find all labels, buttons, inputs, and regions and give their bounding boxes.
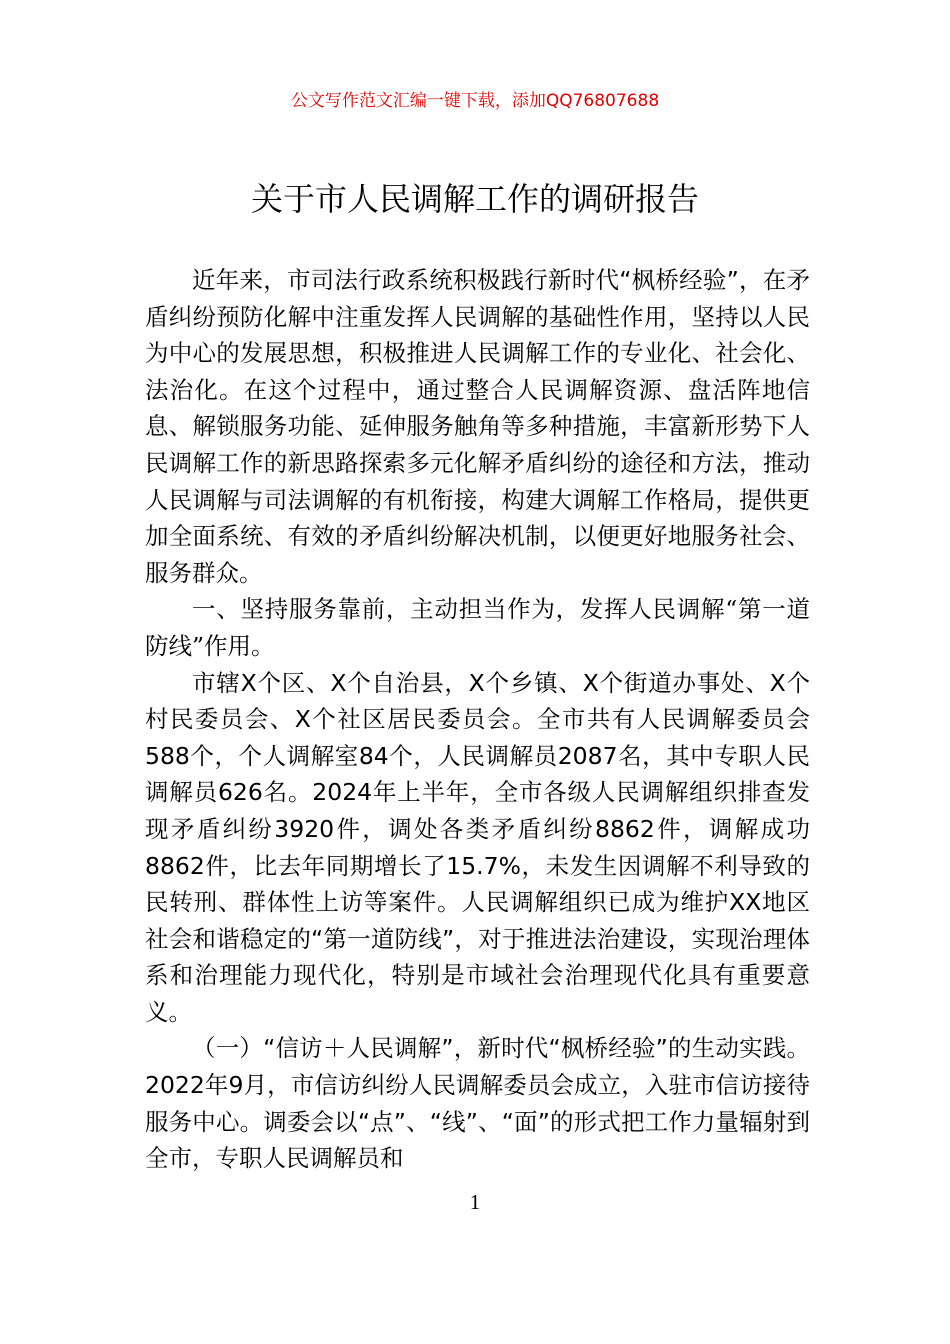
section-heading-1: 一、坚持服务靠前，主动担当作为，发挥人民调解“第一道防线”作用。 [145, 595, 810, 660]
document-body [145, 262, 810, 1177]
download-notice: 公文写作范文汇编一键下载，添加QQ76807688 [290, 91, 660, 111]
subsection-paragraph-1: （一）“信访＋人民调解”，新时代“枫桥经验”的生动实践。2022年9月，市信访纠纷人民调解委员会成立，入驻市信访接待服务中心。调委会以“点”、“线”、“面”的形式把工作力量辐射到全市，专职人民调解员和 [145, 1034, 810, 1173]
intro-paragraph: 近年来，市司法行政系统积极践行新时代“枫桥经验”，在矛盾纠纷预防化解中注重发挥人民调解的基础性作用，坚持以人民为中心的发展思想，积极推进人民调解工作的专业化、社会化、法治化。在这个过程中，通过整合人民调解资源、盘活阵地信息、解锁服务功能、延伸服务触角等多种措施，丰富新形势下人民调解工作的新思路探索多元化解矛盾纠纷的途径和方法，推动人民调解与司法调解的有机衔接，构建大调解工作格局，提供更加全面系统、有效的矛盾纠纷解决机制，以便更好地服务社会、服务群众。 [145, 266, 810, 587]
page-number: 1 [469, 1190, 481, 1214]
statistics-paragraph: 市辖X个区、X个自治县，X个乡镇、X个街道办事处、X个村民委员会、X个社区居民委员会。全市共有人民调解委员会588个，个人调解室84个，人民调解员2087名，其中专职人民调解员626名。2024年上半年，全市各级人民调解组织排查发现矛盾纠纷3920件，调处各类矛盾纠纷8862件，调解成功8862件，比去年同期增长了15.7%，未发生因调解不利导致的民转刑、群体性上访等案件。人民调解组织已成为维护XX地区社会和谐稳定的“第一道防线”，对于推进法治建设，实现治理体系和治理能力现代化，特别是市域社会治理现代化具有重要意义。 [145, 668, 810, 1026]
document-title: 关于市人民调解工作的调研报告 [250, 180, 699, 218]
